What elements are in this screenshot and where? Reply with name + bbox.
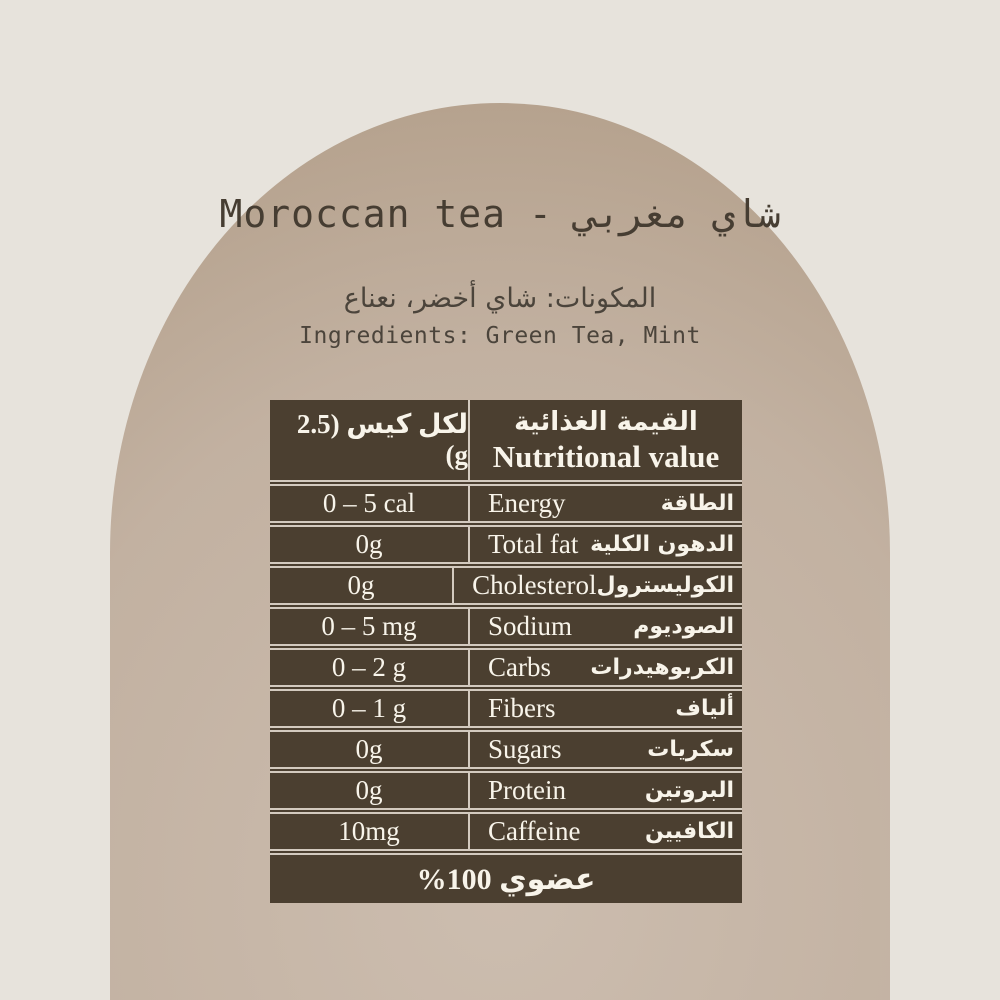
row-label-en: Cholesterol — [472, 570, 597, 600]
table-title-ar: القيمة الغذائية — [514, 406, 698, 437]
row-labels — [468, 609, 742, 644]
product-title: شاي مغربي - Moroccan tea — [219, 192, 781, 236]
table-title-en: Nutritional value — [492, 438, 720, 474]
row-label-en: Caffeine — [488, 816, 581, 846]
ingredients-line-en: Ingredients: Green Tea, Mint — [299, 323, 701, 349]
row-labels — [468, 650, 742, 685]
row-labels — [468, 691, 742, 726]
table-row — [270, 562, 742, 603]
row-label-en: Total fat — [488, 529, 579, 559]
table-row — [270, 480, 742, 521]
row-value: 0g — [355, 734, 383, 764]
row-label-en: Sugars — [488, 734, 562, 764]
row-value: 10mg — [338, 816, 400, 846]
table-row — [270, 521, 742, 562]
row-label-ar: البروتين — [644, 778, 734, 803]
row-label-ar: الكوليسترول — [596, 573, 734, 598]
row-labels — [452, 568, 742, 603]
row-label-en: Protein — [488, 775, 566, 805]
ingredients-line-ar: المكونات: شاي أخضر، نعناع — [343, 283, 657, 314]
row-labels — [468, 773, 742, 808]
row-label-ar: الطاقة — [660, 491, 734, 516]
row-label-ar: سكريات — [647, 737, 734, 762]
row-label-ar: ألياف — [675, 696, 734, 721]
row-label-ar: الصوديوم — [633, 614, 734, 639]
table-row — [270, 685, 742, 726]
table-row — [270, 808, 742, 849]
row-value: 0g — [355, 775, 383, 805]
nutrition-rows — [270, 480, 742, 849]
table-row — [270, 603, 742, 644]
table-row — [270, 767, 742, 808]
row-labels — [468, 732, 742, 767]
row-labels — [468, 527, 742, 562]
row-value: 0 – 5 cal — [322, 488, 416, 518]
row-label-ar: الكافيين — [644, 819, 734, 844]
table-title-cell — [468, 400, 742, 480]
row-labels — [468, 814, 742, 849]
row-label-ar: الكربوهيدرات — [590, 655, 734, 680]
row-value: 0g — [347, 570, 375, 600]
row-label-en: Sodium — [488, 611, 573, 641]
table-header-row — [270, 400, 742, 480]
row-label-ar: الدهون الكلية — [590, 532, 734, 557]
row-labels — [468, 486, 742, 521]
row-value: 0 – 1 g — [331, 693, 407, 723]
row-value: 0g — [355, 529, 383, 559]
table-row — [270, 726, 742, 767]
row-value: 0 – 2 g — [331, 652, 407, 682]
row-value: 0 – 5 mg — [321, 611, 417, 641]
table-row — [270, 644, 742, 685]
row-label-en: Energy — [488, 488, 566, 518]
nutrition-table — [270, 400, 742, 903]
organic-footer: عضوي 100% — [270, 849, 742, 903]
row-label-en: Carbs — [488, 652, 551, 682]
row-label-en: Fibers — [488, 693, 556, 723]
serving-size-cell: لكل كيس (2.5 g) — [296, 409, 468, 470]
